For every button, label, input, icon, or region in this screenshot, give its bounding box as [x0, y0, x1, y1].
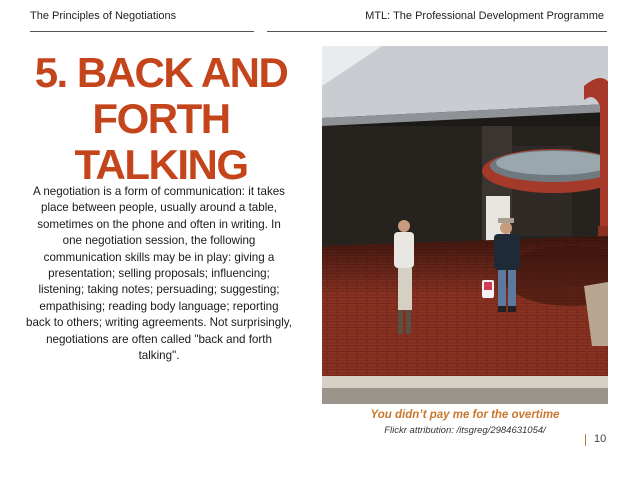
photo-caption: You didn’t pay me for the overtime [370, 409, 560, 421]
slide-title-line-3: TALKING [74, 141, 248, 188]
page-number: 10 [594, 433, 607, 445]
header-left-text: The Principles of Negotiations [30, 10, 177, 22]
slide-title-line-2: FORTH [92, 95, 230, 142]
body-paragraph: A negotiation is a form of communication: it takes place between people, usually around a table, sometimes on the phone and often in writing. In one negotiation session, the following communication skills may be in play: giving a presentation; selling proposals; influencing; listening; taking notes; persuading; suggesting; empathising; reading body language; reporting back to others; writing agreements. Not surprisingly, negotiations are often called "back and forth talking". [26, 185, 292, 363]
header-left-rule [30, 31, 254, 32]
header-right-text: MTL: The Professional Development Programme [365, 10, 604, 22]
slide-title-line-1: 5. BACK AND [34, 49, 288, 96]
street-photo [322, 46, 608, 404]
photo-attribution: Flickr attribution: /itsgreg/2984631054/ [384, 425, 546, 436]
header-right-rule [267, 31, 607, 32]
page-number-divider [585, 434, 586, 446]
slide-title [20, 50, 302, 188]
